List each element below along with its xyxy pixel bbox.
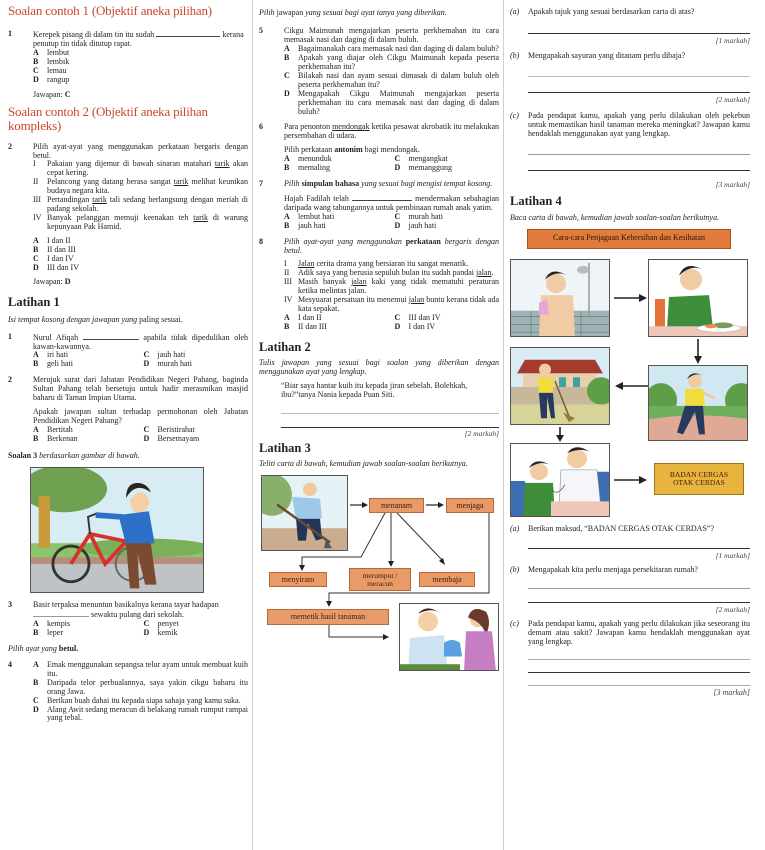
option-c: C jauh hati [143, 350, 186, 360]
latihan-1-q2-body [33, 376, 248, 444]
question-6 [259, 123, 499, 173]
latihan-4-instruction: Baca carta di bawah, kemudian jawab soalan-soalan berikutnya. [510, 212, 720, 222]
roman-numeral: I [33, 159, 36, 169]
question-number: 1 [8, 29, 12, 39]
answer-line: Jawapan: D [33, 276, 71, 286]
marks-label: [3 markah] [715, 179, 750, 189]
sub-question-b: (b) Mengapakah sayuran yang ditanam perlu dibaja? [510, 51, 686, 61]
arrow-right [614, 293, 648, 303]
option-a: A lembut hati [284, 212, 335, 222]
chart-node-membaja: membaja [419, 572, 475, 587]
question-8-instruction: Pilih ayat-ayat yang menggunakan perkataan bergaris dengan betul. [284, 237, 499, 255]
answer-line [528, 672, 750, 673]
answer-blank [156, 30, 220, 37]
underlined-word: tarik [173, 177, 189, 187]
option-b: B Daripada telor perbualannya, saya yakin cikgu baharu itu orang Jawa. [33, 677, 248, 696]
option-c: C Berikan buah dahai itu kepada siapa sahaja yang kamu suka. [33, 695, 241, 705]
question-5-options [284, 45, 499, 117]
latihan-1-q3-text: Basir terpaksa menuntun basikalnya kerana tayar hadapan sewaktu pulang dari sekolah. [33, 600, 219, 619]
statement-item [33, 178, 248, 196]
sub-question-c: (c) Pada pendapat kamu, apakah yang perlu dilakukan jika seseorang itu demam atau sakit? Jawapan kamu hendaklah menggunakan ayat yang lengkap. [510, 619, 750, 647]
statement-text: Jalan cerita drama yang bersiaran itu sangat menarik. [298, 258, 469, 268]
statement-item [284, 278, 499, 296]
roman-numeral: II [284, 267, 290, 277]
statement-item [33, 214, 248, 232]
option-b: B geli hati [33, 359, 73, 369]
question-1 [8, 30, 248, 100]
arrow-right [614, 475, 648, 485]
statement-item [33, 196, 248, 214]
roman-numeral: IV [284, 294, 293, 304]
option-d: D Mengapakah Cikgu Maimunah mengajarkan peserta perkhemahan itu cara memasak nasi dan daging di dalam buluh? [284, 88, 499, 116]
sub-question-c: (c) Pada pendapat kamu, apakah yang perlu dilakukan oleh pekebun untuk memastikan hasil tanaman mereka meningkat? Jawapan kamu hendaklah menggunakan ayat yang lengkap. [510, 110, 750, 138]
option-b: B II dan III [284, 321, 327, 331]
latihan-3-flow-chart [259, 475, 499, 673]
question-text: Kerepek pisang di dalam tin itu sudah [33, 30, 155, 40]
option-d: D kemik [143, 627, 178, 637]
boy-bathing-illustration [510, 259, 610, 337]
option-a: A kempis [33, 618, 71, 628]
option-b: B Apakah yang diajar oleh Cikgu Maimunah kepada peserta perkhemahan itu? [284, 52, 499, 71]
sub-question-a: (a) Berikan maksud, “BADAN CERGAS OTAK CERDAS”? [510, 523, 715, 533]
column-divider-2 [503, 0, 504, 850]
roman-numeral: III [33, 195, 41, 205]
sub-question-a: (a) Apakah tajuk yang sesuai berdasarkan carta di atas? [510, 7, 695, 16]
column-3 [510, 0, 750, 850]
latihan-1-q2-options [33, 426, 248, 444]
question-7-instruction: Pilih simpulan bahasa yang sesuai bagi mengisi tempat kosong. [284, 179, 493, 189]
statement-item [284, 296, 499, 314]
option-b: B leper [33, 627, 63, 637]
column-1 [8, 0, 248, 850]
marks-label: [2 markah] [715, 604, 750, 614]
question-number: 2 [8, 141, 12, 151]
underlined-word: Jalan [298, 258, 315, 268]
latihan-4-flow-chart [510, 229, 750, 519]
question-8-body [284, 238, 499, 332]
result-line-2: OTAK CERDAS [673, 477, 725, 487]
statement-text: Pakaian yang dijemur di bawah sinaran matahari tarik akan cepat kering. [47, 159, 248, 178]
underlined-word: tarik [92, 195, 107, 205]
question-2-options [33, 237, 248, 273]
option-c: C lemau [33, 66, 67, 76]
doctor-checkup-illustration [510, 443, 610, 517]
chart-node-menanam: menanam [369, 498, 424, 513]
option-b: B memaling [284, 163, 330, 173]
statement-text: Banyak pelanggan memuji keenakan teh tarik di warung kepunyaan Pak Hamid. [47, 213, 249, 232]
underlined-word: jalan [408, 294, 425, 304]
option-a: A Emak menggunakan sepangsa telur ayam untuk membuat kuih itu. [33, 659, 248, 678]
option-a: A Bagaimanakah cara memasak nasi dan daging di dalam buluh? [284, 43, 499, 53]
latihan-1-q3-body [33, 601, 248, 638]
underlined-word: jalan [475, 267, 492, 277]
arrow-down [693, 339, 703, 365]
option-d: D I dan IV [394, 321, 436, 331]
latihan-1-q1-body [33, 333, 248, 370]
question-5-text: Cikgu Maimunah mengajarkan peserta perkhemahan itu cara memasak nasi dan daging di dalam buluh. [284, 25, 499, 44]
marks-label: [3 markah] [713, 688, 750, 698]
option-d: D memanggung [394, 163, 453, 173]
roman-numeral: III [284, 276, 292, 286]
option-a: A Bertitah [33, 425, 73, 435]
option-b: B jauh hati [284, 221, 326, 231]
latihan-1-q2 [8, 376, 248, 444]
question-2 [8, 143, 248, 287]
option-c: C III dan IV [394, 312, 441, 322]
option-d: D Bersemayam [143, 434, 200, 444]
latihan-2-quote: “Biar saya hantar kuih itu kepada jiran sebelah. Bolehkah, ibu?”tanya Nania kepada Puan Siti. [281, 381, 468, 400]
latihan-2-instruction: Tulis jawapan yang sesuai bagi soalan yang diberikan dengan menggunakan ayat yang lengkap. [259, 358, 499, 377]
statement-text: Pelancong yang datang berasa sangat tarik melihat keunikan budaya negara kita. [47, 177, 248, 196]
answer-line [528, 154, 750, 155]
option-d: D rangup [33, 75, 70, 85]
question-6-text: Para penonton mendongak ketika pesawat akrobatik itu melakukan persembahan di udara. [284, 122, 499, 141]
answer-line [528, 76, 750, 77]
question-8 [259, 238, 499, 332]
question-number: 5 [259, 25, 263, 35]
latihan-3-title: Latihan 3 [259, 440, 311, 455]
question-number: 4 [8, 659, 12, 669]
result-box [654, 463, 744, 495]
question-number: 3 [8, 600, 12, 609]
question-6-options [284, 155, 499, 173]
option-d: D Alang Awit sedang meracun di belakang rumah rumput rampai yang tebal. [33, 704, 248, 723]
section-heading-contoh-2: Soalan contoh 2 (Objektif aneka pilihan kompleks) [8, 103, 208, 134]
underlined-word: jalan [351, 276, 367, 286]
marks-label: [1 markah] [715, 35, 750, 45]
harvest-sharing-illustration [399, 603, 499, 671]
latihan-1-instruction: Isi tempat kosong dengan jawapan yang paling sesuai. [8, 314, 183, 324]
chart-node-menjaga: menjaga [446, 498, 494, 513]
roman-numeral: IV [33, 213, 42, 223]
statement-list [284, 260, 499, 314]
marks-label: [2 markah] [464, 429, 499, 439]
answer-line [281, 413, 499, 414]
answer-line [528, 685, 750, 686]
answer-line [528, 588, 750, 589]
option-b: B II dan III [33, 245, 76, 255]
statement-text: Mesyuarat persatuan itu menemui jalan buntu kerana tidak ada kata sepakat. [298, 294, 499, 313]
answer-line [528, 33, 750, 34]
question-number: 8 [259, 237, 263, 247]
question-7 [259, 180, 499, 231]
statement-text: Pertandingan tarik tali sedang berlangsung dengan meriah di padang sekolah. [47, 195, 248, 214]
answer-line [528, 602, 750, 603]
question-number: 1 [8, 331, 12, 341]
option-d: D murah hati [143, 359, 192, 369]
boy-jogging-illustration [648, 365, 748, 441]
question-7-text: Hajah Fadilah telah mendermakan sebahagian daripada wang tabungannya untuk pembinaan rumah anak yatim. [284, 194, 500, 213]
option-c: C mengangkat [394, 154, 448, 164]
option-d: D jauh hati [394, 221, 437, 231]
latihan-1-q3-options [33, 620, 248, 638]
answer-line [528, 92, 750, 93]
underlined-word: tarik [193, 213, 208, 223]
marks-label: [2 markah] [715, 95, 750, 105]
column-2-instruction: Pilih jawapan yang sesuai bagi ayat tanya yang diberikan. [259, 8, 447, 17]
statement-list [33, 160, 248, 232]
option-b: B lembik [33, 57, 70, 67]
latihan-1-title: Latihan 1 [8, 294, 60, 309]
latihan-1-q2-question: Apakah jawapan sultan terhadap permohonan oleh Jabatan Pendidikan Negeri Pahang? [33, 407, 248, 426]
latihan-4-chart-title: Cara-cara Penjagaan Kebersihan dan Kesihatan [527, 229, 731, 249]
option-a: A iri hati [33, 350, 69, 360]
statement-text: Masih banyak jalan kaki yang tidak mematuhi peraturan ketika melintas jalan. [298, 276, 500, 295]
statement-text: Adik saya yang berusia sepuluh bulan itu sudah pandai jalan. [298, 267, 494, 277]
boy-eating-illustration [648, 259, 748, 337]
latihan-1-q3 [8, 601, 248, 638]
chart-node-merumput: merumput / meracun [349, 568, 411, 591]
question-2-body [33, 143, 248, 287]
question-1-options [33, 49, 248, 85]
question-4-intro: Pilih ayat yang betul. [8, 643, 79, 653]
arrow-down [555, 427, 565, 443]
column-2 [259, 0, 499, 850]
boy-with-bicycle-illustration [30, 467, 204, 593]
statement-item [33, 160, 248, 178]
section-heading-contoh-1: Soalan contoh 1 (Objektif aneka pilihan) [8, 3, 212, 18]
picture-area [8, 467, 248, 595]
latihan-3-instruction: Teliti carta di bawah, kemudian jawab soalan-soalan berikutnya. [259, 459, 468, 469]
marks-label: [1 markah] [715, 550, 750, 560]
chart-node-memetik: memetik hasil tanaman [267, 609, 389, 625]
answer-line [528, 548, 750, 549]
option-c: C penyet [143, 618, 179, 628]
answer-line [528, 659, 750, 660]
question-2-text: Pilih ayat-ayat yang menggunakan perkataan bergaris dengan betul. [33, 141, 248, 160]
question-number: 7 [259, 179, 263, 189]
option-d: D III dan IV [33, 262, 79, 272]
question-4-options [33, 661, 248, 724]
chart-node-menyiram: menyiram [269, 572, 327, 587]
latihan-1-q1-text: Nurul Afiqah apabila tidak dipedulikan oleh kawan-kawannya. [33, 332, 249, 351]
option-a: A menunduk [284, 154, 332, 164]
latihan-1-q1-options [33, 351, 248, 369]
question-5-body [284, 27, 499, 117]
question-text-cont: kerana penutup tin tidak ditutup rapat. [33, 30, 244, 49]
option-c: C Bilakah nasi dan ayam sesuai dimasak di dalam buluh oleh peserta perkhemahan itu? [284, 70, 499, 89]
question-5 [259, 27, 499, 117]
question-1-body [33, 30, 248, 100]
question-6-body [284, 123, 499, 173]
question-7-body [284, 180, 499, 231]
roman-numeral: I [284, 258, 287, 268]
latihan-1-q4 [8, 661, 248, 724]
question-8-options [284, 314, 499, 332]
question-6-sub: Pilih perkataan antonim bagi mendongak. [284, 145, 420, 155]
underlined-word: tarik [214, 159, 230, 169]
answer-line [281, 427, 499, 428]
option-c: C murah hati [394, 212, 443, 222]
latihan-4-title: Latihan 4 [510, 193, 562, 208]
question-number: 6 [259, 122, 263, 132]
option-b: B Berkenan [33, 434, 78, 444]
question-1-text [33, 30, 248, 49]
question-3-intro: Soalan 3 berdasarkan gambar di bawah. [8, 451, 140, 461]
latihan-2-title: Latihan 2 [259, 339, 311, 354]
option-a: A lembut [33, 48, 70, 58]
option-c: C I dan IV [33, 254, 74, 263]
sub-question-b: (b) Mengapakah kita perlu menjaga persekitaran rumah? [510, 564, 698, 574]
latihan-1-q2-text: Merujuk surat dari Jabatan Pendidikan Negeri Pahang, baginda Sultan Pahang telah bersetuju untuk hadir merasmikan masjid baharu di Taman Impian Utama. [33, 375, 248, 403]
option-c: C Beristirahat [143, 425, 195, 435]
boy-sweeping-illustration [510, 347, 610, 425]
answer-line [528, 170, 750, 171]
answer-line: Jawapan: C [33, 90, 71, 100]
question-7-options [284, 213, 499, 231]
question-number: 2 [8, 375, 12, 385]
option-a: A I dan II [33, 236, 71, 246]
latihan-1-q1 [8, 333, 248, 370]
roman-numeral: II [33, 177, 39, 187]
option-a: A I dan II [284, 312, 322, 322]
column-divider-1 [252, 0, 253, 850]
arrow-left [614, 381, 648, 391]
result-line-1: BADAN CERGAS [669, 469, 729, 479]
